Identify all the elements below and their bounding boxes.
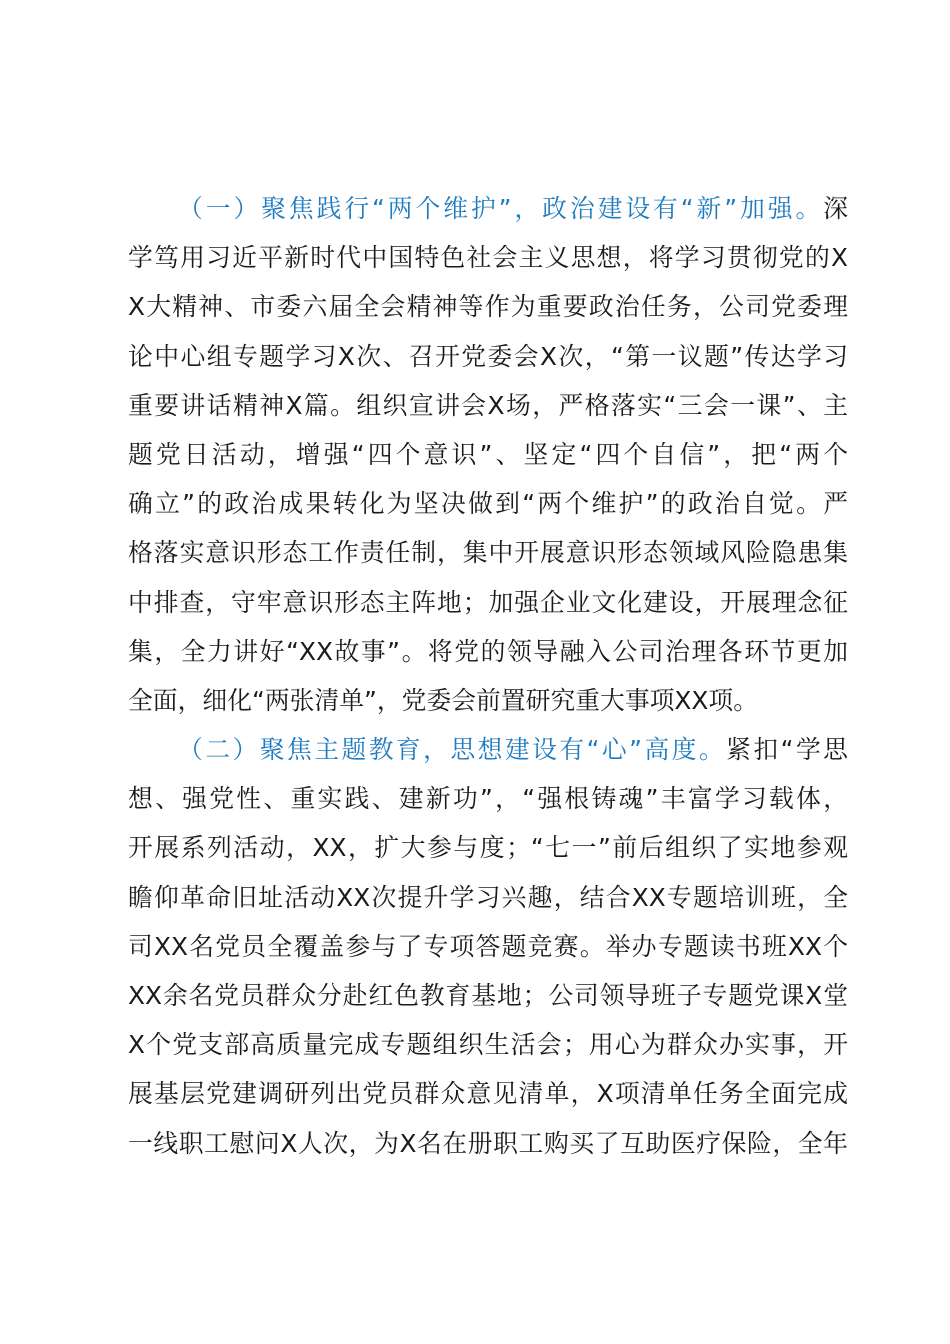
paragraph-line: 学笃用习近平新时代中国特色社会主义思想，将学习贯彻党的X [128, 243, 848, 273]
paragraph-line: 中排查，守牢意识形态主阵地；加强企业文化建设，开展理念征 [128, 587, 848, 617]
paragraph-2-line-1 [128, 725, 848, 774]
paragraph-text: 深 [823, 194, 848, 223]
document-body [128, 184, 848, 1168]
paragraph-line: 想、强党性、重实践、建新功”，“强根铸魂”丰富学习载体， [128, 784, 848, 814]
paragraph-line: 一线职工慰问X人次，为X名在册职工购买了互助医疗保险，全年 [128, 1128, 848, 1158]
paragraph-text: 紧扣“学思 [726, 735, 848, 765]
paragraph-line: 瞻仰革命旧址活动XX次提升学习兴趣，结合XX专题培训班，全 [128, 882, 848, 912]
paragraph-line: 司XX名党员全覆盖参与了专项答题竞赛。举办专题读书班XX个 [128, 931, 848, 961]
paragraph-line: 展基层党建调研列出党员群众意见清单，X项清单任务全面完成 [128, 1079, 848, 1109]
paragraph-line: X大精神、市委六届全会精神等作为重要政治任务，公司党委理 [128, 292, 848, 322]
paragraph-1-line-1 [128, 184, 848, 233]
paragraph-line: 开展系列活动，XX，扩大参与度；“七一”前后组织了实地参观 [128, 833, 848, 863]
paragraph-line: XX余名党员群众分赴红色教育基地；公司领导班子专题党课X堂 [128, 981, 848, 1010]
section-1-heading: （一）聚焦践行“两个维护”，政治建设有“新”加强。 [178, 194, 824, 223]
paragraph-line: 格落实意识形态工作责任制，集中开展意识形态领域风险隐患集 [128, 538, 848, 568]
paragraph-line: 题党日活动，增强“四个意识”、坚定“四个自信”，把“两个 [128, 439, 848, 469]
paragraph-line: 论中心组专题学习X次、召开党委会X次，“第一议题”传达学习 [128, 341, 848, 371]
paragraph-line: 集，全力讲好“XX故事”。将党的领导融入公司治理各环节更加 [128, 636, 848, 666]
paragraph-line: 全面，细化“两张清单”，党委会前置研究重大事项XX项。 [128, 685, 758, 715]
section-2-heading: （二）聚焦主题教育，思想建设有“心”高度。 [178, 735, 727, 765]
paragraph-line: X个党支部高质量完成专题组织生活会；用心为群众办实事，开 [128, 1030, 848, 1060]
paragraph-line: 重要讲话精神X篇。组织宣讲会X场，严格落实“三会一课”、主 [128, 390, 848, 420]
paragraph-line: 确立”的政治成果转化为坚决做到“两个维护”的政治自觉。严 [128, 489, 848, 519]
